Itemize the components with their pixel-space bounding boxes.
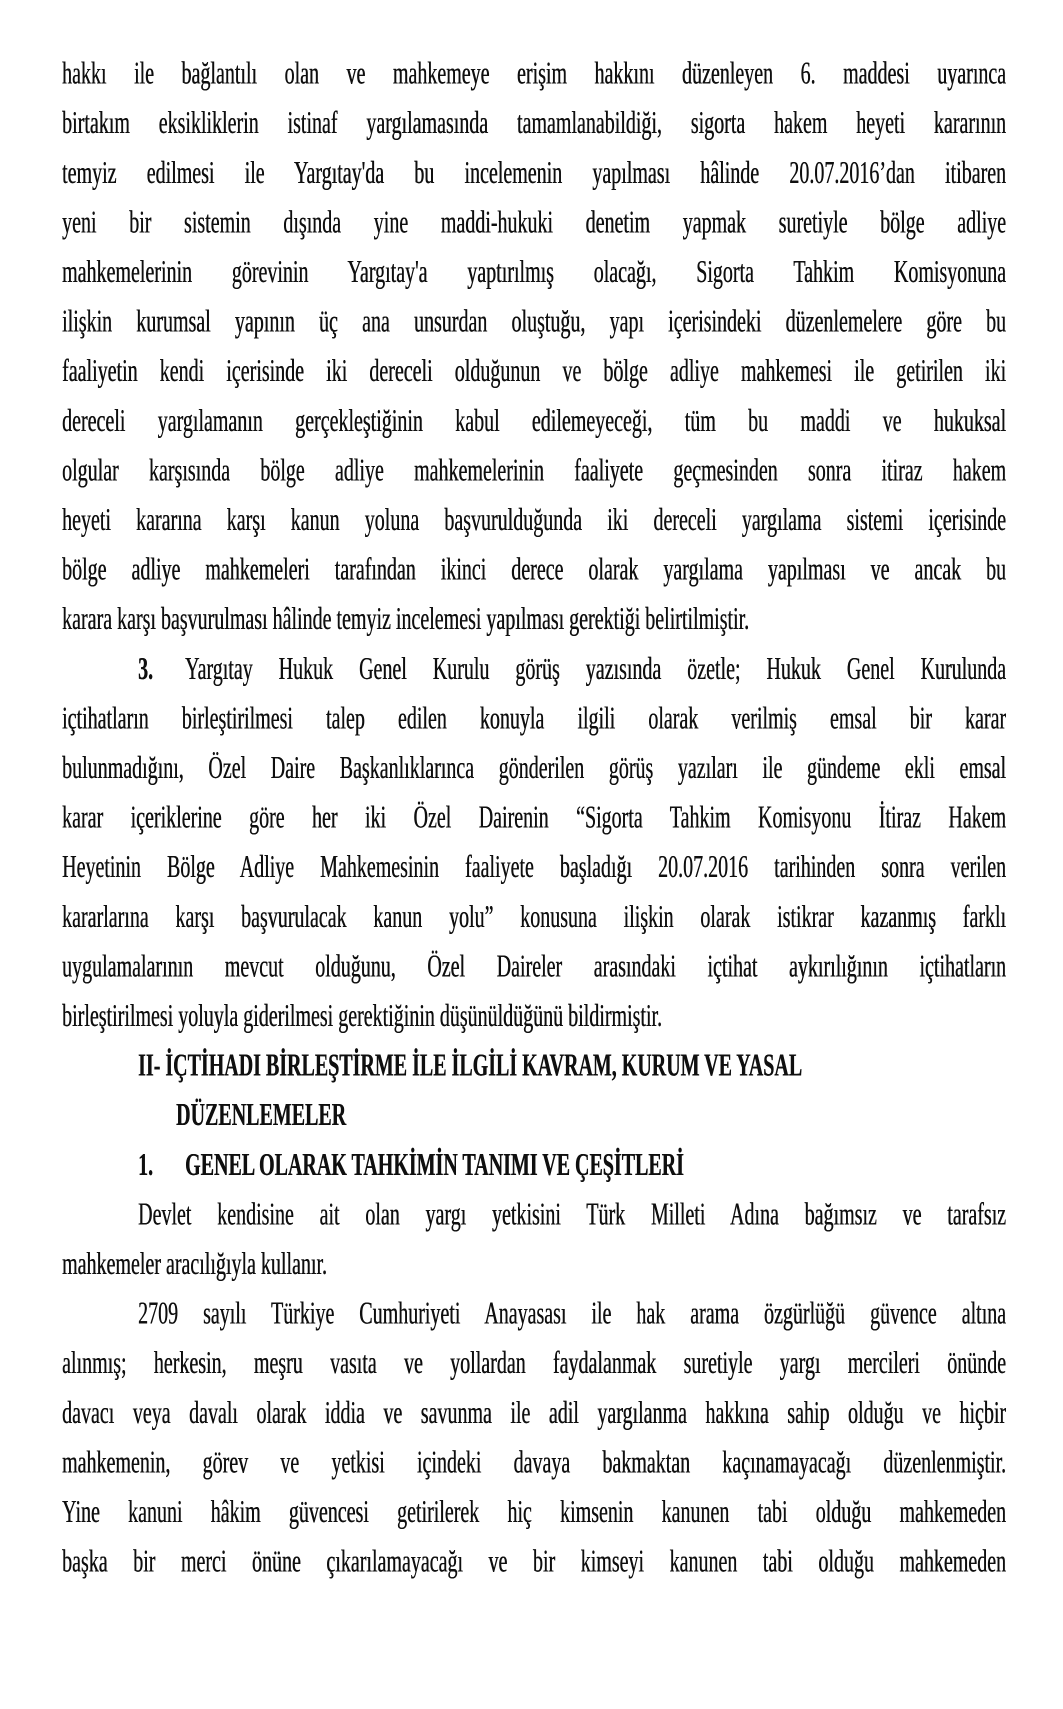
text-line: bölge adliye mahkemeleri tarafından ikinci derece olarak yargılama yapılması ve ancak bu — [62, 552, 1006, 588]
text-line: başka bir merci önüne çıkarılamayacağı ve bir kimseyi kanunen tabi olduğu mahkemeden — [62, 1544, 1006, 1580]
text-line: birleştirilmesi yoluyla giderilmesi gerektiğinin düşünüldüğünü bildirmiştir. — [62, 998, 662, 1034]
text-line: karara karşı başvurulması hâlinde temyiz incelemesi yapılması gerektiği belirtilmiştir. — [62, 602, 750, 638]
text-line: birtakım eksikliklerin istinaf yargılamasında tamamlanabildiği, sigorta hakem heyeti kararının — [62, 106, 1006, 142]
text-line: faaliyetin kendi içerisinde iki dereceli olduğunun ve bölge adliye mahkemesi ile getirilen iki — [62, 354, 1006, 390]
text-line: olgular karşısında bölge adliye mahkemelerinin faaliyete geçmesinden sonra itiraz hakem — [62, 453, 1006, 489]
text-line: alınmış; herkesin, meşru vasıta ve yollardan faydalanmak suretiyle yargı mercileri önünde — [62, 1346, 1006, 1382]
text-line: içtihatların birleştirilmesi talep edilen konuyla ilgili olarak verilmiş emsal bir karar — [62, 701, 1006, 737]
text-block — [62, 50, 1006, 1588]
text-line: yeni bir sistemin dışında yine maddi-hukuki denetim yapmak suretiyle bölge adliye — [62, 205, 1006, 241]
text-line: Yine kanuni hâkim güvencesi getirilerek hiç kimsenin kanunen tabi olduğu mahkemeden — [62, 1494, 1006, 1530]
heading-line: 1. GENEL OLARAK TAHKİMİN TANIMI VE ÇEŞİTLERİ — [138, 1147, 684, 1183]
text-line: karar içeriklerine göre her iki Özel Dairenin “Sigorta Tahkim Komisyonu İtiraz Hakem — [62, 800, 1006, 836]
text-line: dereceli yargılamanın gerçekleştiğinin kabul edilemeyeceği, tüm bu maddi ve hukuksal — [62, 403, 1006, 439]
text-line: uygulamalarının mevcut olduğunu, Özel Daireler arasındaki içtihat aykırılığının içtihatların — [62, 949, 1006, 985]
text-line: Heyetinin Bölge Adliye Mahkemesinin faaliyete başladığı 20.07.2016 tarihinden sonra verilen — [62, 850, 1006, 886]
text-line: kararlarına karşı başvurulacak kanun yolu” konusuna ilişkin olarak istikrar kazanmış farklı — [62, 899, 1006, 935]
text-line: mahkemeler aracılığıyla kullanır. — [62, 1246, 327, 1282]
text-line: hakkı ile bağlantılı olan ve mahkemeye erişim hakkını düzenleyen 6. maddesi uyarınca — [62, 56, 1006, 92]
heading-line: II- İÇTİHADI BİRLEŞTİRME İLE İLGİLİ KAVRAM, KURUM VE YASAL — [138, 1048, 803, 1084]
text-line: temyiz edilmesi ile Yargıtay'da bu incelemenin yapılması hâlinde 20.07.2016’dan itibaren — [62, 155, 1006, 191]
text-line: bulunmadığını, Özel Daire Başkanlıklarınca gönderilen görüş yazıları ile gündeme ekli emsal — [62, 750, 1006, 786]
text-line: mahkemelerinin görevinin Yargıtay'a yaptırılmış olacağı, Sigorta Tahkim Komisyonuna — [62, 254, 1006, 290]
heading-line: DÜZENLEMELER — [176, 1098, 347, 1134]
text-line: 3. Yargıtay Hukuk Genel Kurulu görüş yazısında özetle; Hukuk Genel Kurulunda — [138, 651, 1006, 687]
text-line: 2709 sayılı Türkiye Cumhuriyeti Anayasası ile hak arama özgürlüğü güvence altına — [138, 1296, 1006, 1332]
list-number: 3. — [138, 651, 153, 687]
list-number: 1. — [138, 1147, 153, 1183]
text-line: Devlet kendisine ait olan yargı yetkisini Türk Milleti Adına bağımsız ve tarafsız — [138, 1197, 1006, 1233]
text-line: davacı veya davalı olarak iddia ve savunma ile adil yargılanma hakkına sahip olduğu ve hiçbir — [62, 1395, 1006, 1431]
text-line: ilişkin kurumsal yapının üç ana unsurdan oluştuğu, yapı içerisindeki düzenlemelere göre bu — [62, 304, 1006, 340]
text-line: heyeti kararına karşı kanun yoluna başvurulduğunda iki dereceli yargılama sistemi içerisinde — [62, 502, 1006, 538]
text-line: mahkemenin, görev ve yetkisi içindeki davaya bakmaktan kaçınamayacağı düzenlenmiştir. — [62, 1445, 1006, 1481]
